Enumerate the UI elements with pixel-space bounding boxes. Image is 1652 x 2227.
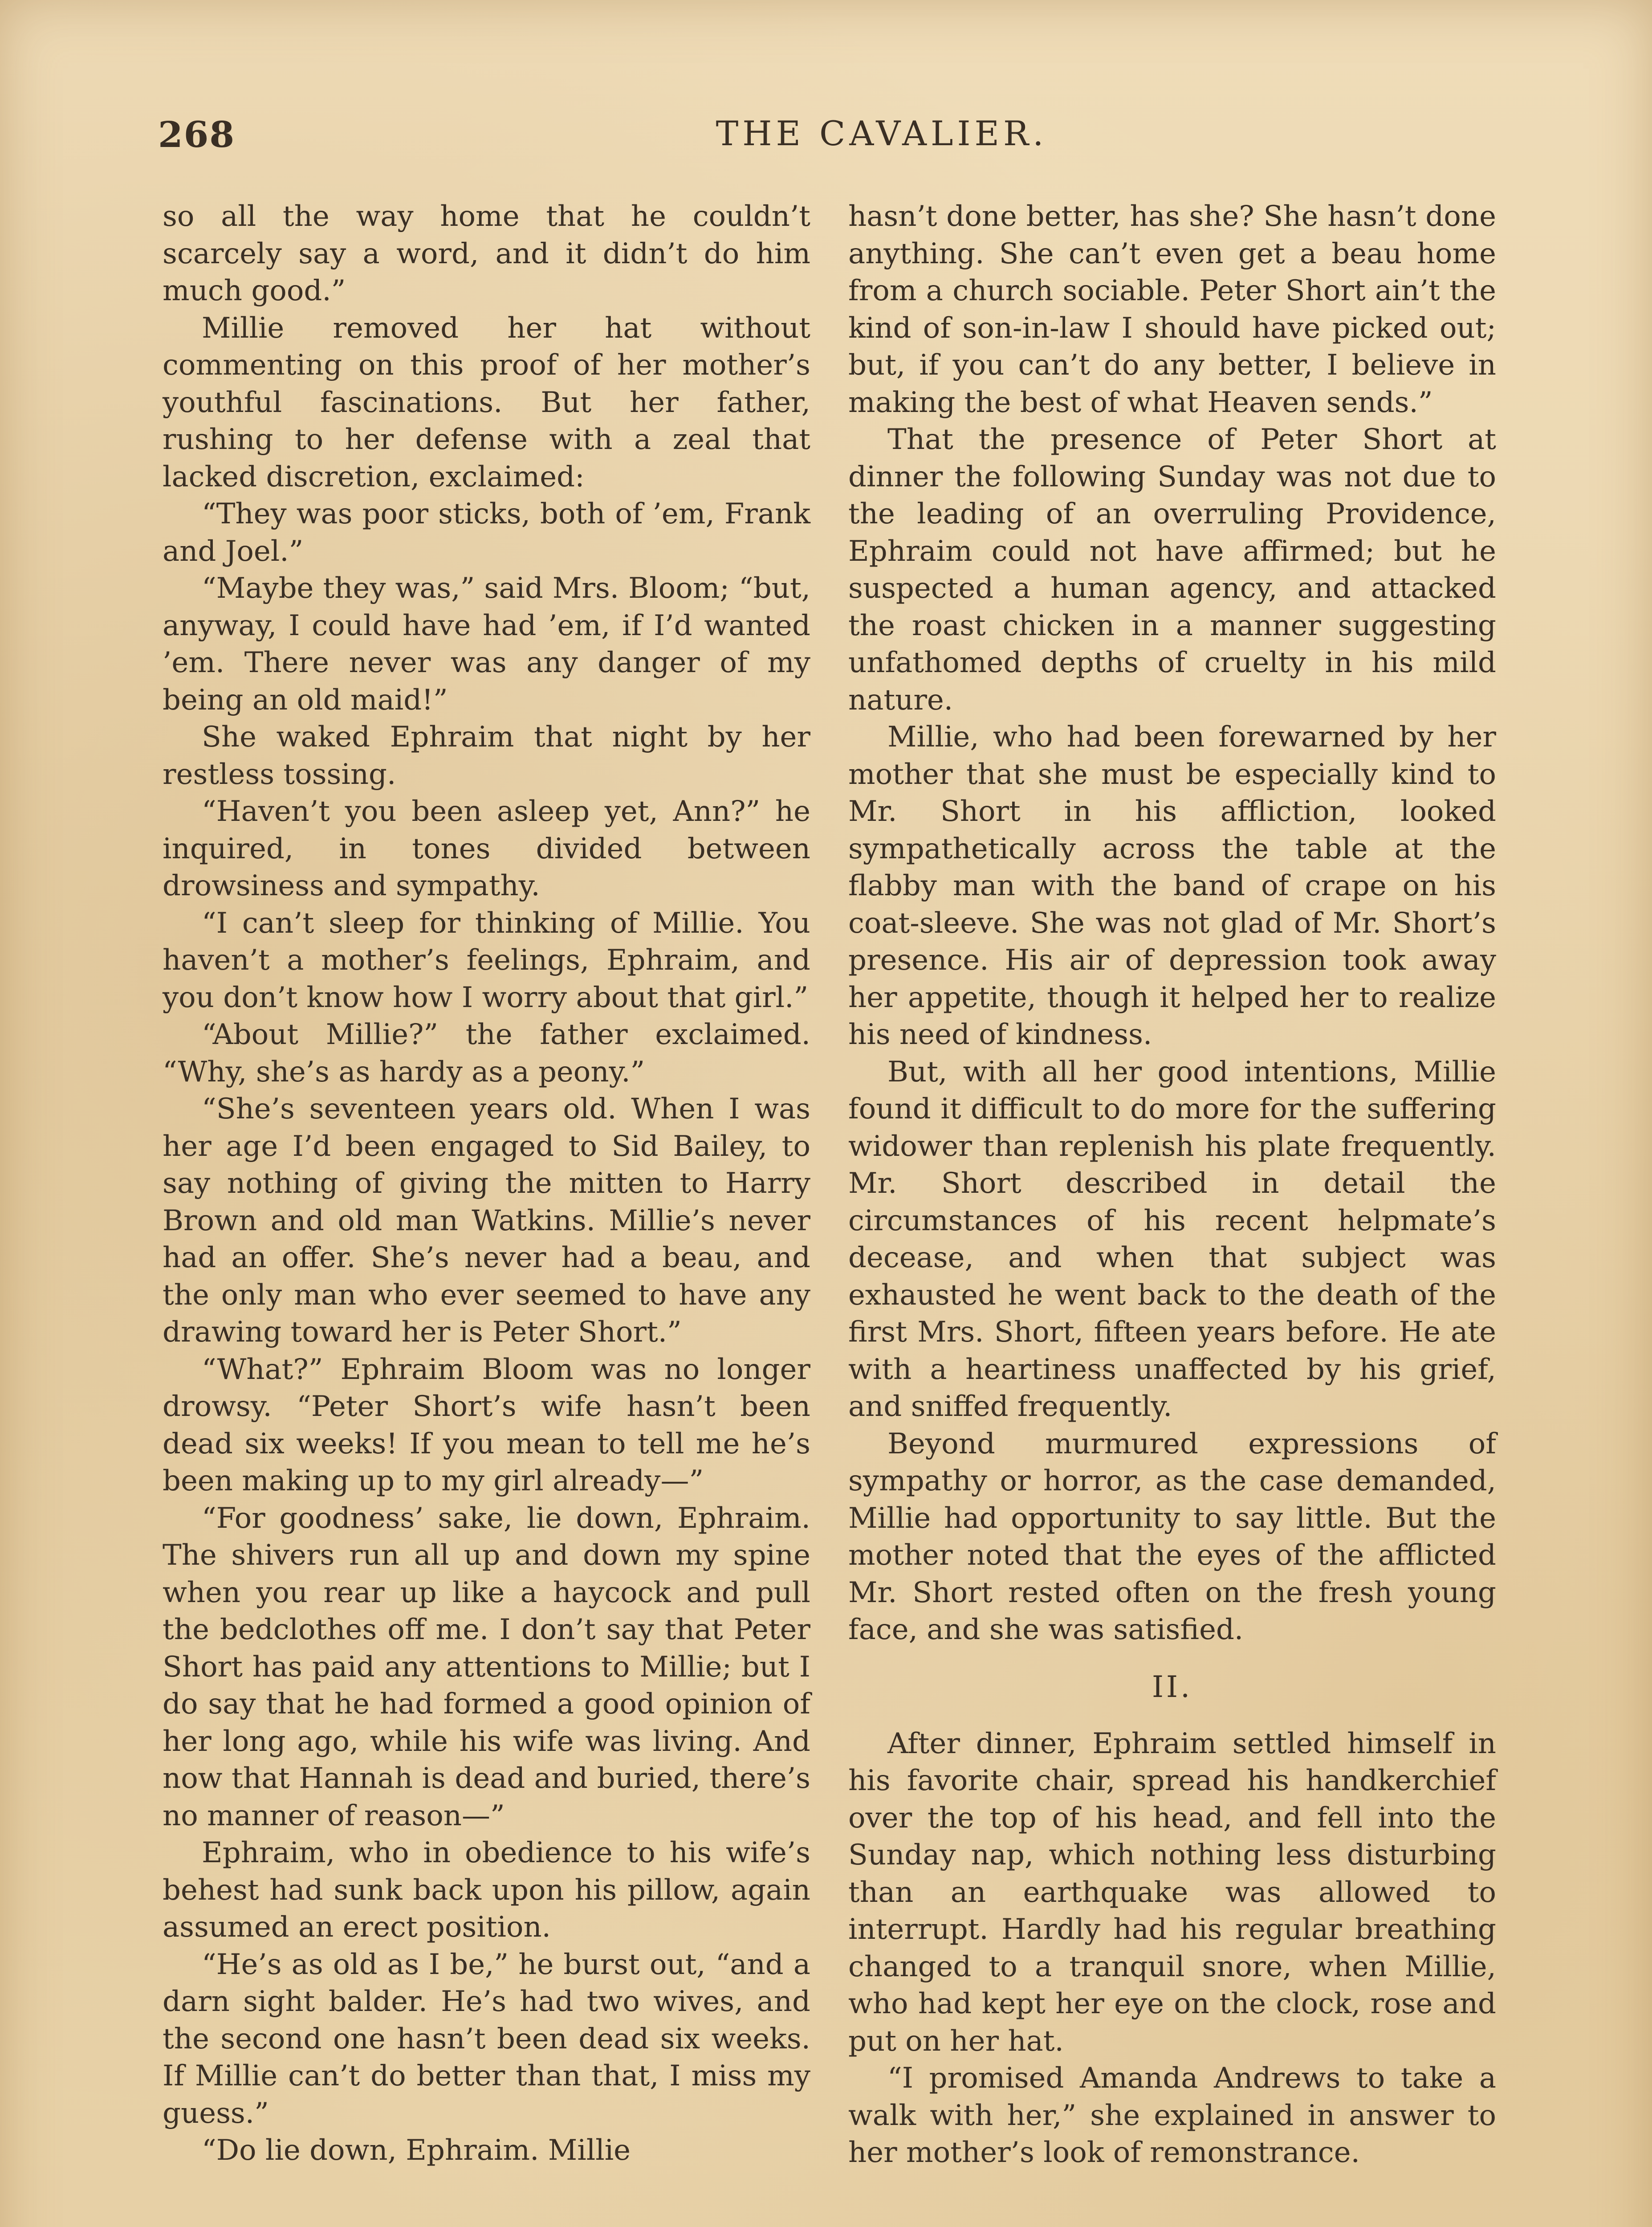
page-header <box>158 114 1494 163</box>
running-head: THE CAVALIER. <box>716 114 1048 153</box>
paragraph: “He’s as old as I be,” he burst out, “and a darn sight balder. He’s had two wives, and the second one hasn’t been dead six weeks. If Millie can’t do better than that, I miss my guess.” <box>163 1948 810 2130</box>
paragraph: “Maybe they was,” said Mrs. Bloom; “but, anyway, I could have had ’em, if I’d wanted ’em. There never was any danger of my being an old maid!” <box>163 572 810 717</box>
paragraph: so all the way home that he couldn’t scarcely say a word, and it didn’t do him much good.” <box>163 200 810 307</box>
paragraph: “Haven’t you been asleep yet, Ann?” he inquired, in tones divided between drowsiness and sympathy. <box>163 795 810 902</box>
paragraph: “Do lie down, Ephraim. Millie <box>202 2134 631 2167</box>
left-column <box>163 198 810 2170</box>
paragraph: Millie removed her hat without commenting on this proof of her mother’s youthful fascinations. But her father, rushing to her defense with a zeal that lacked discretion, exclaimed: <box>163 311 810 494</box>
paragraph: “She’s seventeen years old. When I was her age I’d been engaged to Sid Bailey, to say nothing of giving the mitten to Harry Brown and old man Watkins. Millie’s never had an offer. She’s never had a beau, and the only man who ever seemed to have any drawing toward her is Peter Short.” <box>163 1093 810 1349</box>
paragraph: “For goodness’ sake, lie down, Ephraim. The shivers run all up and down my spine when you rear up like a haycock and pull the bedclothes off me. I don’t say that Peter Short has paid any attentions to Millie; but I do say that he had formed a good opinion of her long ago, while his wife was living. And now that Hannah is dead and buried, there’s no manner of reason—” <box>163 1501 810 1832</box>
paragraph: She waked Ephraim that night by her restless tossing. <box>163 721 810 791</box>
section-heading: II. <box>1152 1669 1193 1704</box>
page-number: 268 <box>158 114 235 155</box>
paragraph: After dinner, Ephraim settled himself in his favorite chair, spread his handkerchief over the top of his head, and fell into the Sunday nap, which nothing less disturbing than an earthquake was allowed to interrupt. Hardly had his regular breathing changed to a tranquil snore, when Millie, who had kept her eye on the clock, rose and put on her hat. <box>848 1727 1496 2058</box>
paragraph: Millie, who had been forewarned by her mother that she must be especially kind to Mr. Short in his affliction, looked sympathetically across the table at the flabby man with the band of crape on his coat-sleeve. She was not glad of Mr. Short’s presence. His air of depression took away her appetite, though it helped her to realize his need of kindness. <box>848 721 1496 1051</box>
paragraph: “They was poor sticks, both of ’em, Frank and Joel.” <box>163 498 810 568</box>
paragraph: Beyond murmured expressions of sympathy or horror, as the case demanded, Millie had opportunity to say little. But the mother noted that the eyes of the afflicted Mr. Short rested often on the fresh young face, and she was satisfied. <box>848 1427 1496 1646</box>
paragraph: But, with all her good intentions, Millie found it difficult to do more for the suffering widower than replenish his plate frequently. Mr. Short described in detail the circumstances of his recent helpmate’s decease, and when that subject was exhausted he went back to the death of the first Mrs. Short, fifteen years before. He ate with a heartiness unaffected by his grief, and sniffed frequently. <box>848 1055 1496 1423</box>
paragraph: “About Millie?” the father exclaimed. “Why, she’s as hardy as a peony.” <box>163 1018 810 1089</box>
right-column <box>848 198 1496 2172</box>
paragraph: Ephraim, who in obedience to his wife’s behest had sunk back upon his pillow, again assumed an erect position. <box>163 1836 810 1944</box>
paragraph: That the presence of Peter Short at dinner the following Sunday was not due to the leading of an overruling Providence, Ephraim could not have affirmed; but he suspected a human agency, and attacked the roast chicken in a manner suggesting unfathomed depths of cruelty in his mild nature. <box>848 423 1496 717</box>
paragraph: “I can’t sleep for thinking of Millie. You haven’t a mother’s feelings, Ephraim, and you don’t know how I worry about that girl.” <box>163 906 810 1014</box>
paragraph: hasn’t done better, has she? She hasn’t done anything. She can’t even get a beau home from a church sociable. Peter Short ain’t the kind of son-in-law I should have picked out; but, if you can’t do any better, I believe in making the best of what Heaven sends.” <box>848 200 1496 419</box>
paragraph: “What?” Ephraim Bloom was no longer drowsy. “Peter Short’s wife hasn’t been dead six weeks! If you mean to tell me he’s been making up to my girl already—” <box>163 1353 810 1497</box>
paragraph: “I promised Amanda Andrews to take a walk with her,” she explained in answer to her mother’s look of remonstrance. <box>848 2062 1496 2169</box>
